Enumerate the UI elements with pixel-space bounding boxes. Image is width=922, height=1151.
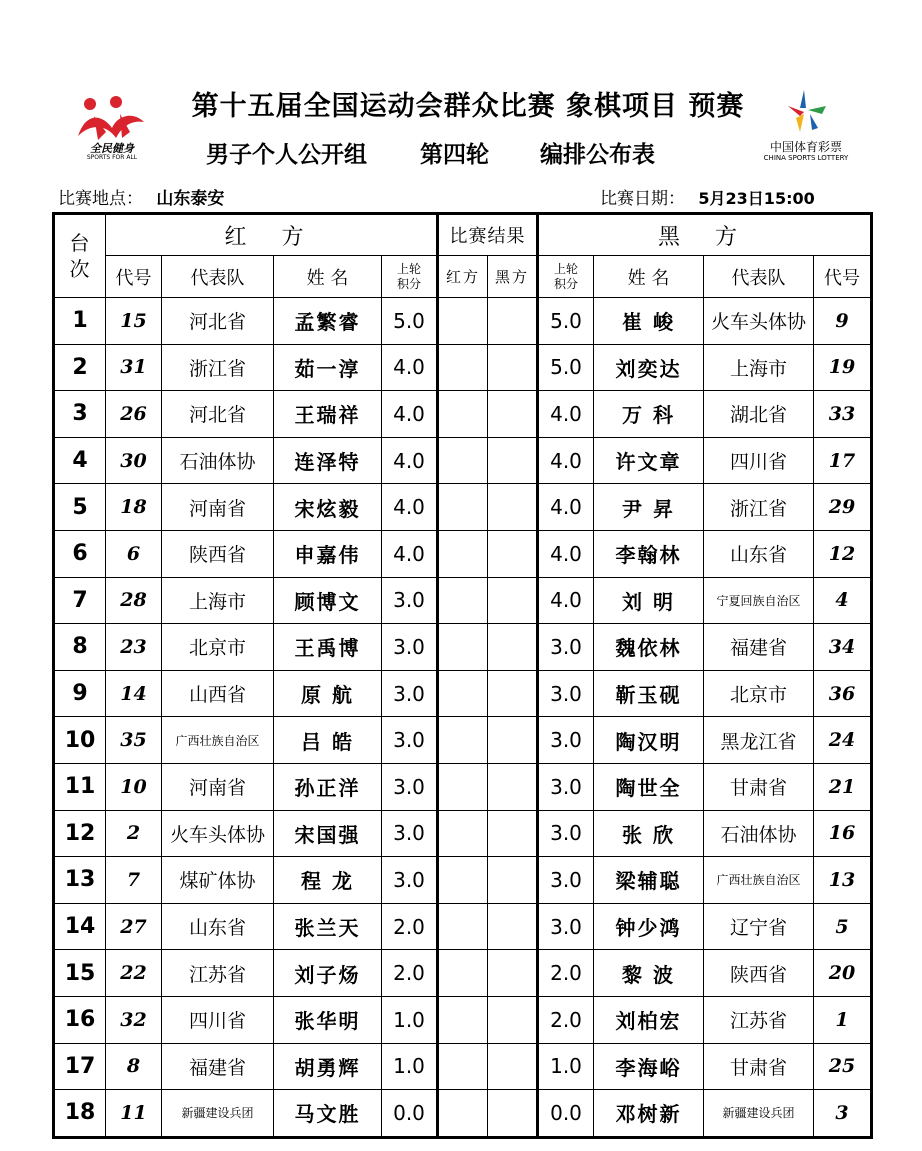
black-prev-score: 4.0 <box>538 577 594 624</box>
black-team: 山东省 <box>704 530 814 577</box>
black-name: 黎 波 <box>594 950 704 997</box>
red-name: 宋国强 <box>274 810 382 857</box>
result-black-cell[interactable] <box>488 530 538 577</box>
table-number: 15 <box>54 950 106 997</box>
red-team-header: 代表队 <box>162 256 274 298</box>
red-prev-score: 0.0 <box>382 1090 438 1138</box>
red-code: 23 <box>106 624 162 671</box>
china-sports-lottery-logo <box>760 88 852 168</box>
result-black-cell[interactable] <box>488 344 538 391</box>
table-number: 11 <box>54 763 106 810</box>
result-black-cell[interactable] <box>488 857 538 904</box>
black-code: 9 <box>814 298 872 345</box>
red-prev-score: 4.0 <box>382 391 438 438</box>
venue <box>58 184 224 209</box>
result-red-header: 红方 <box>438 256 488 298</box>
logo-right-text: 中国体育彩票 <box>769 140 842 154</box>
black-name: 陶汉明 <box>594 717 704 764</box>
red-prev-score: 3.0 <box>382 577 438 624</box>
black-prev-score: 0.0 <box>538 1090 594 1138</box>
table-number: 6 <box>54 530 106 577</box>
red-name: 程 龙 <box>274 857 382 904</box>
black-team: 北京市 <box>704 670 814 717</box>
red-code: 22 <box>106 950 162 997</box>
red-name: 刘子炀 <box>274 950 382 997</box>
black-team: 甘肃省 <box>704 763 814 810</box>
table-row <box>54 298 872 345</box>
result-black-cell[interactable] <box>488 810 538 857</box>
red-prev-score: 2.0 <box>382 950 438 997</box>
black-name: 尹 昇 <box>594 484 704 531</box>
red-prev-score: 4.0 <box>382 530 438 577</box>
black-team: 火车头体协 <box>704 298 814 345</box>
black-name: 钟少鸿 <box>594 903 704 950</box>
red-code: 28 <box>106 577 162 624</box>
red-prev-score: 5.0 <box>382 298 438 345</box>
black-code: 13 <box>814 857 872 904</box>
table-number: 16 <box>54 996 106 1043</box>
red-name: 吕 皓 <box>274 717 382 764</box>
table-row <box>54 996 872 1043</box>
red-team: 四川省 <box>162 996 274 1043</box>
result-red-cell[interactable] <box>438 996 488 1043</box>
black-team: 甘肃省 <box>704 1043 814 1090</box>
black-prev-score: 3.0 <box>538 717 594 764</box>
logo-left-sub: SPORTS FOR ALL <box>86 154 138 161</box>
black-name-header: 姓 名 <box>594 256 704 298</box>
red-code: 10 <box>106 763 162 810</box>
match-date <box>600 184 815 209</box>
pairing-table <box>52 212 873 1139</box>
black-code: 33 <box>814 391 872 438</box>
result-black-cell[interactable] <box>488 996 538 1043</box>
black-team: 上海市 <box>704 344 814 391</box>
black-name: 邓树新 <box>594 1090 704 1138</box>
date-value: 5月23日15:00 <box>698 189 815 208</box>
red-name: 申嘉伟 <box>274 530 382 577</box>
result-black-cell[interactable] <box>488 437 538 484</box>
black-name: 刘 明 <box>594 577 704 624</box>
red-code: 8 <box>106 1043 162 1090</box>
result-red-cell[interactable] <box>438 530 488 577</box>
result-red-cell[interactable] <box>438 344 488 391</box>
red-code: 32 <box>106 996 162 1043</box>
red-team: 山西省 <box>162 670 274 717</box>
black-prev-score: 5.0 <box>538 298 594 345</box>
red-code: 11 <box>106 1090 162 1138</box>
black-team: 辽宁省 <box>704 903 814 950</box>
table-row <box>54 530 872 577</box>
red-side-header: 红 方 <box>106 214 438 256</box>
red-name-header: 姓 名 <box>274 256 382 298</box>
black-code: 34 <box>814 624 872 671</box>
result-black-cell[interactable] <box>488 903 538 950</box>
black-code: 29 <box>814 484 872 531</box>
black-prev-score: 5.0 <box>538 344 594 391</box>
result-red-cell[interactable] <box>438 1090 488 1138</box>
black-code: 17 <box>814 437 872 484</box>
result-red-cell[interactable] <box>438 717 488 764</box>
result-red-cell[interactable] <box>438 810 488 857</box>
red-code: 18 <box>106 484 162 531</box>
result-black-cell[interactable] <box>488 950 538 997</box>
table-row <box>54 1043 872 1090</box>
black-name: 刘奕达 <box>594 344 704 391</box>
result-red-cell[interactable] <box>438 763 488 810</box>
result-red-cell[interactable] <box>438 857 488 904</box>
red-prev-score: 3.0 <box>382 763 438 810</box>
black-code: 1 <box>814 996 872 1043</box>
doc-type-label: 编排公布表 <box>540 141 655 168</box>
red-prev-score: 3.0 <box>382 717 438 764</box>
red-team: 北京市 <box>162 624 274 671</box>
red-team: 新疆建设兵团 <box>162 1090 274 1138</box>
red-name: 宋炫毅 <box>274 484 382 531</box>
red-code: 7 <box>106 857 162 904</box>
black-name: 刘柏宏 <box>594 996 704 1043</box>
red-name: 王禹博 <box>274 624 382 671</box>
black-code: 3 <box>814 1090 872 1138</box>
table-row <box>54 670 872 717</box>
venue-value: 山东泰安 <box>156 189 225 209</box>
result-red-cell[interactable] <box>438 437 488 484</box>
result-black-cell[interactable] <box>488 670 538 717</box>
red-code: 31 <box>106 344 162 391</box>
table-number: 10 <box>54 717 106 764</box>
red-name: 顾博文 <box>274 577 382 624</box>
red-code: 27 <box>106 903 162 950</box>
red-team: 河南省 <box>162 763 274 810</box>
red-prev-score: 3.0 <box>382 810 438 857</box>
black-code: 20 <box>814 950 872 997</box>
black-prev-score: 2.0 <box>538 996 594 1043</box>
red-code: 30 <box>106 437 162 484</box>
black-name: 魏依林 <box>594 624 704 671</box>
result-red-cell[interactable] <box>438 484 488 531</box>
red-code: 15 <box>106 298 162 345</box>
black-code: 5 <box>814 903 872 950</box>
date-label: 比赛日期： <box>600 189 685 209</box>
table-row <box>54 484 872 531</box>
table-row <box>54 1090 872 1138</box>
result-black-cell[interactable] <box>488 763 538 810</box>
red-name: 孟繁睿 <box>274 298 382 345</box>
black-prev-score: 3.0 <box>538 810 594 857</box>
red-team: 河南省 <box>162 484 274 531</box>
black-code: 4 <box>814 577 872 624</box>
red-prev-score: 2.0 <box>382 903 438 950</box>
round-label: 第四轮 <box>420 141 489 168</box>
table-number: 18 <box>54 1090 106 1138</box>
result-red-cell[interactable] <box>438 950 488 997</box>
red-team: 浙江省 <box>162 344 274 391</box>
red-team: 石油体协 <box>162 437 274 484</box>
black-code: 12 <box>814 530 872 577</box>
red-team: 河北省 <box>162 298 274 345</box>
red-team: 煤矿体协 <box>162 857 274 904</box>
black-team: 广西壮族自治区 <box>704 857 814 904</box>
black-code-header: 代号 <box>814 256 872 298</box>
table-row <box>54 903 872 950</box>
black-name: 崔 峻 <box>594 298 704 345</box>
black-code: 24 <box>814 717 872 764</box>
red-prev-score: 3.0 <box>382 624 438 671</box>
red-prev-score: 4.0 <box>382 437 438 484</box>
red-team: 火车头体协 <box>162 810 274 857</box>
result-red-cell[interactable] <box>438 577 488 624</box>
venue-label: 比赛地点： <box>58 189 143 209</box>
red-team: 福建省 <box>162 1043 274 1090</box>
result-black-header: 黑方 <box>488 256 538 298</box>
table-number: 9 <box>54 670 106 717</box>
red-code: 35 <box>106 717 162 764</box>
table-number: 17 <box>54 1043 106 1090</box>
black-name: 陶世全 <box>594 763 704 810</box>
black-prev-score: 3.0 <box>538 857 594 904</box>
logo-right-sub: CHINA SPORTS LOTTERY <box>763 154 849 162</box>
red-prev-score: 4.0 <box>382 484 438 531</box>
black-name: 张 欣 <box>594 810 704 857</box>
red-name: 原 航 <box>274 670 382 717</box>
result-red-cell[interactable] <box>438 391 488 438</box>
table-row <box>54 344 872 391</box>
black-team: 四川省 <box>704 437 814 484</box>
table-number: 14 <box>54 903 106 950</box>
table-row <box>54 577 872 624</box>
black-team: 福建省 <box>704 624 814 671</box>
result-red-cell[interactable] <box>438 298 488 345</box>
black-prev-score: 4.0 <box>538 437 594 484</box>
black-code: 21 <box>814 763 872 810</box>
result-black-cell[interactable] <box>488 484 538 531</box>
black-prev-score: 4.0 <box>538 391 594 438</box>
logo-left-text: 全民健身 <box>90 142 134 155</box>
red-team: 江苏省 <box>162 950 274 997</box>
red-team: 河北省 <box>162 391 274 438</box>
table-number: 4 <box>54 437 106 484</box>
table-row <box>54 950 872 997</box>
red-code: 2 <box>106 810 162 857</box>
red-name: 张华明 <box>274 996 382 1043</box>
black-name: 李翰林 <box>594 530 704 577</box>
red-name: 王瑞祥 <box>274 391 382 438</box>
black-prev-score: 3.0 <box>538 670 594 717</box>
black-name: 万 科 <box>594 391 704 438</box>
result-black-cell[interactable] <box>488 1043 538 1090</box>
red-name: 连泽特 <box>274 437 382 484</box>
result-black-cell[interactable] <box>488 1090 538 1138</box>
table-row <box>54 391 872 438</box>
result-black-cell[interactable] <box>488 717 538 764</box>
table-number: 12 <box>54 810 106 857</box>
table-row <box>54 810 872 857</box>
table-row <box>54 624 872 671</box>
black-code: 16 <box>814 810 872 857</box>
black-code: 25 <box>814 1043 872 1090</box>
result-black-cell[interactable] <box>488 391 538 438</box>
result-header: 比赛结果 <box>438 214 538 256</box>
red-team: 山东省 <box>162 903 274 950</box>
table-number: 13 <box>54 857 106 904</box>
red-code-header: 代号 <box>106 256 162 298</box>
black-name: 靳玉砚 <box>594 670 704 717</box>
table-row <box>54 763 872 810</box>
black-prev-score: 2.0 <box>538 950 594 997</box>
black-team: 新疆建设兵团 <box>704 1090 814 1138</box>
table-row <box>54 717 872 764</box>
result-red-cell[interactable] <box>438 1043 488 1090</box>
result-black-cell[interactable] <box>488 624 538 671</box>
black-prev-score: 4.0 <box>538 484 594 531</box>
red-code: 26 <box>106 391 162 438</box>
black-code: 36 <box>814 670 872 717</box>
red-name: 马文胜 <box>274 1090 382 1138</box>
table-number: 1 <box>54 298 106 345</box>
black-name: 李海峪 <box>594 1043 704 1090</box>
red-name: 孙正洋 <box>274 763 382 810</box>
table-row <box>54 437 872 484</box>
black-team: 石油体协 <box>704 810 814 857</box>
black-prev-score: 3.0 <box>538 763 594 810</box>
black-team: 陕西省 <box>704 950 814 997</box>
red-name: 茹一淳 <box>274 344 382 391</box>
red-code: 14 <box>106 670 162 717</box>
red-team: 陕西省 <box>162 530 274 577</box>
black-team: 浙江省 <box>704 484 814 531</box>
red-name: 张兰天 <box>274 903 382 950</box>
black-team: 黑龙江省 <box>704 717 814 764</box>
table-number: 5 <box>54 484 106 531</box>
result-black-cell[interactable] <box>488 577 538 624</box>
black-code: 19 <box>814 344 872 391</box>
black-team: 江苏省 <box>704 996 814 1043</box>
red-prev-score: 1.0 <box>382 996 438 1043</box>
black-prev-score: 3.0 <box>538 624 594 671</box>
black-team: 宁夏回族自治区 <box>704 577 814 624</box>
black-team: 湖北省 <box>704 391 814 438</box>
result-red-cell[interactable] <box>438 903 488 950</box>
group-label: 男子个人公开组 <box>206 141 367 168</box>
red-name: 胡勇辉 <box>274 1043 382 1090</box>
result-black-cell[interactable] <box>488 298 538 345</box>
red-team: 上海市 <box>162 577 274 624</box>
black-prev-score: 3.0 <box>538 903 594 950</box>
black-name: 许文章 <box>594 437 704 484</box>
result-red-cell[interactable] <box>438 624 488 671</box>
table-number: 3 <box>54 391 106 438</box>
red-team: 广西壮族自治区 <box>162 717 274 764</box>
page-title: 第十五届全国运动会群众比赛 象棋项目 预赛 <box>191 91 745 122</box>
black-team-header: 代表队 <box>704 256 814 298</box>
red-prev-score-header: 上轮积分 <box>382 256 438 298</box>
table-row <box>54 857 872 904</box>
table-no-header: 台次 <box>54 214 106 298</box>
red-code: 6 <box>106 530 162 577</box>
red-prev-score: 3.0 <box>382 670 438 717</box>
black-prev-score: 1.0 <box>538 1043 594 1090</box>
black-prev-score: 4.0 <box>538 530 594 577</box>
table-number: 8 <box>54 624 106 671</box>
table-number: 2 <box>54 344 106 391</box>
result-red-cell[interactable] <box>438 670 488 717</box>
red-prev-score: 4.0 <box>382 344 438 391</box>
red-prev-score: 1.0 <box>382 1043 438 1090</box>
red-prev-score: 3.0 <box>382 857 438 904</box>
black-prev-score-header: 上轮积分 <box>538 256 594 298</box>
black-side-header: 黑 方 <box>538 214 872 256</box>
black-name: 梁辅聪 <box>594 857 704 904</box>
table-number: 7 <box>54 577 106 624</box>
